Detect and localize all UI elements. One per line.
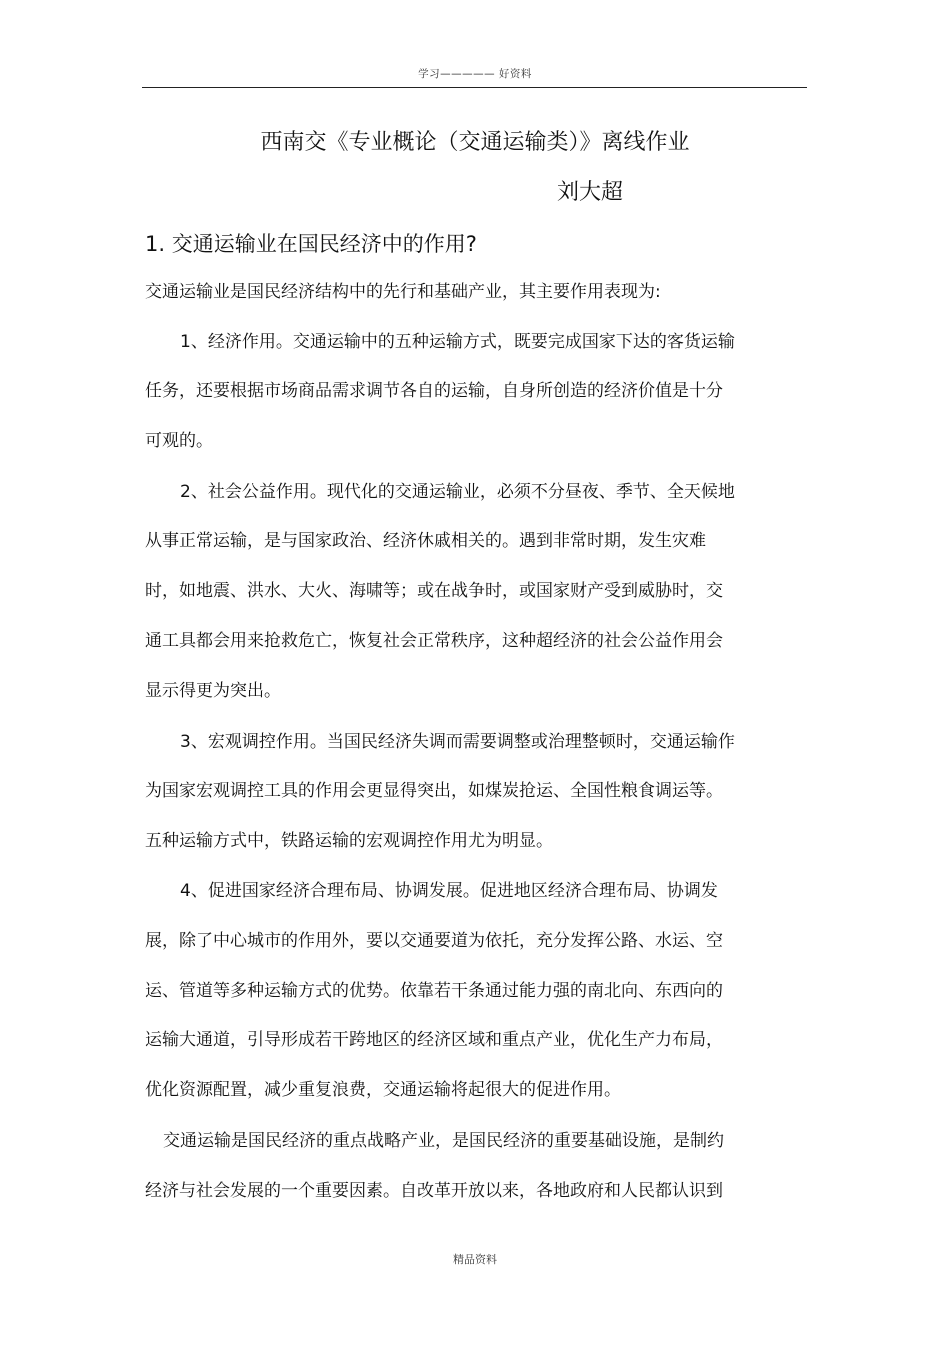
- paragraph-2-line: 从事正常运输，是与国家政治、经济休戚相关的。遇到非常时期，发生灾难: [145, 531, 706, 551]
- paragraph-1-line: 1、经济作用。交通运输中的五种运输方式，既要完成国家下达的客货运输: [180, 332, 735, 352]
- paragraph-4-line: 运输大通道，引导形成若干跨地区的经济区域和重点产业，优化生产力布局，: [145, 1030, 723, 1050]
- intro-line: 交通运输业是国民经济结构中的先行和基础产业，其主要作用表现为:: [145, 282, 661, 302]
- page-footer: 精品资料: [453, 1253, 497, 1266]
- paragraph-4-line: 运、管道等多种运输方式的优势。依靠若干条通过能力强的南北向、东西向的: [145, 981, 723, 1001]
- paragraph-1-line: 任务，还要根据市场商品需求调节各自的运输，自身所创造的经济价值是十分: [145, 381, 723, 401]
- paragraph-3-line: 3、宏观调控作用。当国民经济失调而需要调整或治理整顿时，交通运输作: [180, 732, 735, 752]
- paragraph-4-line: 优化资源配置，减少重复浪费，交通运输将起很大的促进作用。: [145, 1080, 621, 1100]
- paragraph-4-line: 4、促进国家经济合理布局、协调发展。促进地区经济合理布局、协调发: [180, 881, 718, 901]
- paragraph-5-line: 经济与社会发展的一个重要因素。自改革开放以来，各地政府和人民都认识到: [145, 1181, 723, 1201]
- paragraph-3-line: 为国家宏观调控工具的作用会更显得突出，如煤炭抢运、全国性粮食调运等。: [145, 781, 723, 801]
- paragraph-2-line: 通工具都会用来抢救危亡，恢复社会正常秩序，这种超经济的社会公益作用会: [145, 631, 723, 651]
- document-author: 刘大超: [557, 180, 624, 205]
- question-heading: 1. 交通运输业在国民经济中的作用?: [145, 232, 477, 256]
- paragraph-5-line: 交通运输是国民经济的重点战略产业，是国民经济的重要基础设施，是制约: [163, 1131, 724, 1151]
- paragraph-1-line: 可观的。: [145, 431, 213, 451]
- page-header: 学习————— 好资料: [418, 68, 532, 80]
- paragraph-2-line: 2、社会公益作用。现代化的交通运输业，必须不分昼夜、季节、全天候地: [180, 482, 735, 502]
- paragraph-2-line: 时，如地震、洪水、大火、海啸等；或在战争时，或国家财产受到威胁时，交: [145, 581, 723, 601]
- paragraph-3-line: 五种运输方式中，铁路运输的宏观调控作用尤为明显。: [145, 831, 553, 851]
- paragraph-2-line: 显示得更为突出。: [145, 681, 281, 701]
- paragraph-4-line: 展，除了中心城市的作用外，要以交通要道为依托，充分发挥公路、水运、空: [145, 931, 723, 951]
- header-divider: [142, 87, 807, 88]
- document-title: 西南交《专业概论（交通运输类）》离线作业: [260, 130, 690, 155]
